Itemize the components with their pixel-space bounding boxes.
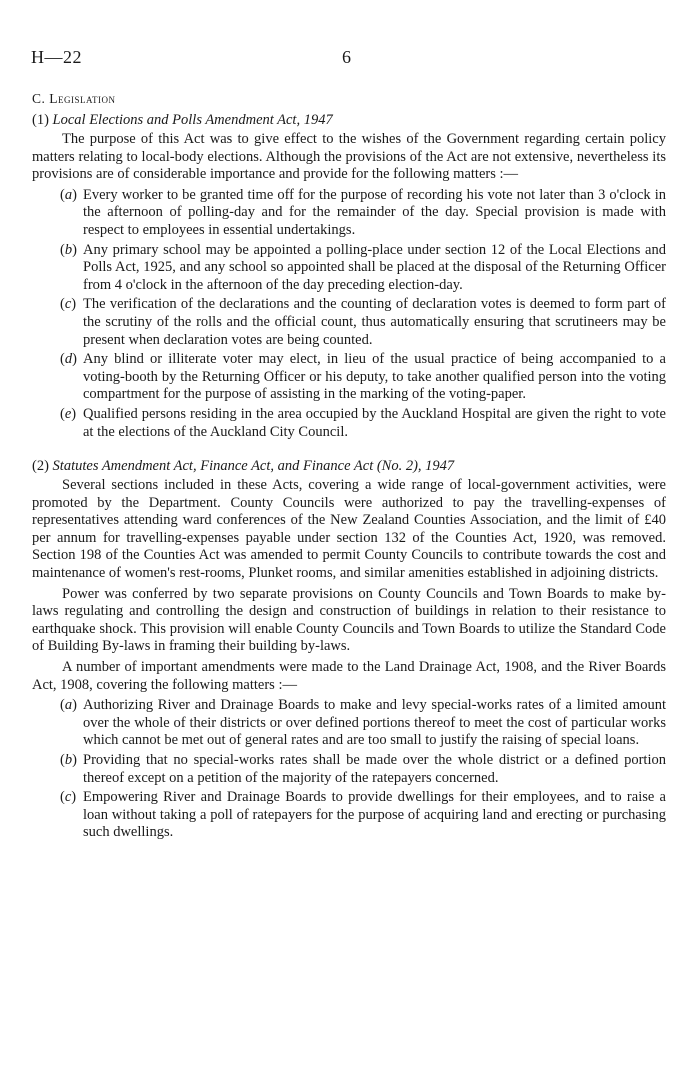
list-item: [32, 752, 666, 787]
section-heading: C. Legislation: [32, 91, 116, 106]
list-item-text: Any blind or illiterate voter may elect, in lieu of the usual practice of being accompanied to a voting-booth by the Returning Officer or his deputy, to take another qualified person into the voting compartment for the purpose of assisting in the marking of the voting-paper.: [83, 351, 666, 403]
paragraph: Power was conferred by two separate provisions on County Councils and Town Boards to make by-laws regulating and controlling the design and construction of buildings in relation to their resistance to earthquake shock. This provision will enable County Councils and Town Boards to utilize the Standard Code of Building By-laws in framing their building by-laws.: [32, 585, 666, 655]
list-item-label: (b): [60, 241, 77, 258]
list-item-text: Empowering River and Drainage Boards to provide dwellings for their employees, and to raise a loan without taking a poll of ratepayers for the purpose of acquiring land and erecting or purchasing such dwellings.: [83, 789, 666, 841]
list-item-label: (e): [60, 405, 77, 422]
paragraph: Several sections included in these Acts, covering a wide range of local-government activities, were promoted by the Department. County Councils were authorized to pay the travelling-expenses of representatives attending ward conferences of the New Zealand Counties Association, and the limit of £40 per annum for travelling-expenses payable under section 132 of the Counties Act, 1920, was removed. Section 198 of the Counties Act was amended to permit County Councils to contribute towards the cost and maintenance of women's rest-rooms, Plunket rooms, and similar amenities established in adjoining districts.: [32, 477, 666, 582]
paragraph: A number of important amendments were made to the Land Drainage Act, 1908, and the River Boards Act, 1908, covering the following matters :—: [32, 659, 666, 693]
page-number: 6: [342, 47, 351, 67]
list-item-text: Providing that no special-works rates shall be made over the whole district or a defined portion thereof except on a petition of the majority of the ratepayers concerned.: [83, 752, 666, 786]
subsection-number: (2): [32, 458, 49, 475]
list-item-label: (c): [60, 296, 77, 313]
list-part1: [32, 187, 666, 441]
subsection-number: (1): [32, 112, 49, 128]
list-item: [32, 351, 666, 404]
list-item-label: (b): [60, 752, 77, 768]
list-item-text: Any primary school may be appointed a polling-place under section 12 of the Local Elections and Polls Act, 1925, and any school so appointed shall be placed at the disposal of the Returning Officer from 4 o'clock in the afternoon of the day preceding election-day.: [83, 241, 666, 293]
list-item-text: Every worker to be granted time off for the purpose of recording his vote not later than 3 o'clock in the afternoon of polling-day and for the remainder of the day. Special provision is made with respect to employees in essential undertakings.: [83, 186, 666, 238]
page-body: [32, 90, 666, 844]
list-item-text: The verification of the declarations and the counting of declaration votes is deemed to form part of the scrutiny of the rolls and the official count, thus automatically ensuring that scrutineers may be present when declaration votes are being counted.: [83, 296, 666, 348]
list-item: [32, 406, 666, 441]
paragraph: The purpose of this Act was to give effect to the wishes of the Government regarding certain policy matters relating to local-body elections. Although the provisions of the Act are not extensive, nevertheless its provisions are of considerable importance and provide for the following matters :—: [32, 131, 666, 183]
list-item: [32, 296, 666, 349]
list-item: [32, 789, 666, 842]
list-item-label: (a): [60, 697, 77, 714]
list-item: [32, 187, 666, 240]
subsection-title: Local Elections and Polls Amendment Act, 1947: [52, 112, 333, 128]
list-item-label: (a): [60, 186, 77, 203]
list-part2: [32, 697, 666, 842]
subsection-heading-2: [32, 457, 666, 476]
document-reference: H—22: [31, 47, 82, 67]
subsection-title: Statutes Amendment Act, Finance Act, and Finance Act (No. 2), 1947: [52, 458, 455, 475]
list-item-label: (d): [60, 351, 77, 368]
list-item: [32, 242, 666, 295]
list-item: [32, 697, 666, 750]
list-item-text: Qualified persons residing in the area occupied by the Auckland Hospital are given the right to vote at the elections of the Auckland City Council.: [83, 405, 666, 440]
subsection-heading-1: [32, 111, 666, 130]
list-item-text: Authorizing River and Drainage Boards to make and levy special-works rates of a limited amount over the whole of their districts or over defined portions thereof to meet the cost of particular works which cannot be met out of general rates and are too small to justify the raising of special loans.: [83, 697, 666, 749]
list-item-label: (c): [60, 789, 77, 806]
